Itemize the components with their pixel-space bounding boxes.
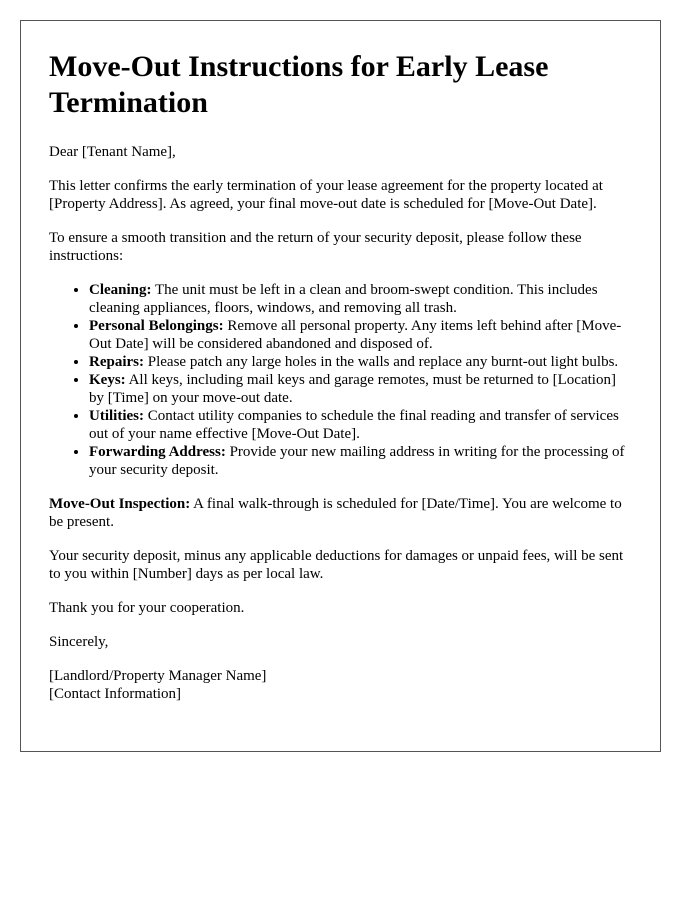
list-item <box>89 317 632 353</box>
deposit-paragraph: Your security deposit, minus any applicable deductions for damages or unpaid fees, will be sent to you within [Number] days as per local law. <box>49 548 624 582</box>
greeting: Dear [Tenant Name], <box>49 144 176 160</box>
thanks: Thank you for your cooperation. <box>49 600 245 616</box>
instructions-list <box>49 281 632 479</box>
item-text: Remove all personal property. Any items left behind after [Move-Out Date] will be considered abandoned and disposed of. <box>89 318 622 352</box>
instructions-lead: To ensure a smooth transition and the return of your security deposit, please follow these instructions: <box>49 230 582 264</box>
item-label: Keys: <box>89 372 126 388</box>
list-item <box>89 371 632 407</box>
item-text: Provide your new mailing address in writing for the processing of your security deposit. <box>89 444 625 478</box>
signature <box>49 667 632 703</box>
list-item <box>89 443 632 479</box>
inspection-paragraph <box>49 495 632 531</box>
intro-paragraph: This letter confirms the early termination of your lease agreement for the property located at [Property Address]. As agreed, your final move-out date is scheduled for [Move-Out Date]. <box>49 178 603 212</box>
signature-contact: [Contact Information] <box>49 686 182 702</box>
closing: Sincerely, <box>49 634 109 650</box>
item-text: Please patch any large holes in the walls and replace any burnt-out light bulbs. <box>144 354 619 370</box>
list-item <box>89 407 632 443</box>
inspection-label: Move-Out Inspection: <box>49 496 191 512</box>
list-item <box>89 281 632 317</box>
item-text: All keys, including mail keys and garage remotes, must be returned to [Location] by [Time] on your move-out date. <box>89 372 616 406</box>
signature-name: [Landlord/Property Manager Name] <box>49 668 267 684</box>
letter <box>20 20 661 752</box>
item-label: Utilities: <box>89 408 144 424</box>
item-label: Cleaning: <box>89 282 152 298</box>
list-item <box>89 353 632 371</box>
item-text: Contact utility companies to schedule the final reading and transfer of services out of your name effective [Move-Out Date]. <box>89 408 619 442</box>
item-text: The unit must be left in a clean and broom-swept condition. This includes cleaning appliances, floors, windows, and removing all trash. <box>89 282 598 316</box>
item-label: Repairs: <box>89 354 144 370</box>
item-label: Forwarding Address: <box>89 444 226 460</box>
inspection-text: A final walk-through is scheduled for [Date/Time]. You are welcome to be present. <box>49 496 622 530</box>
item-label: Personal Belongings: <box>89 318 224 334</box>
letter-title: Move-Out Instructions for Early Lease Termination <box>49 50 549 119</box>
